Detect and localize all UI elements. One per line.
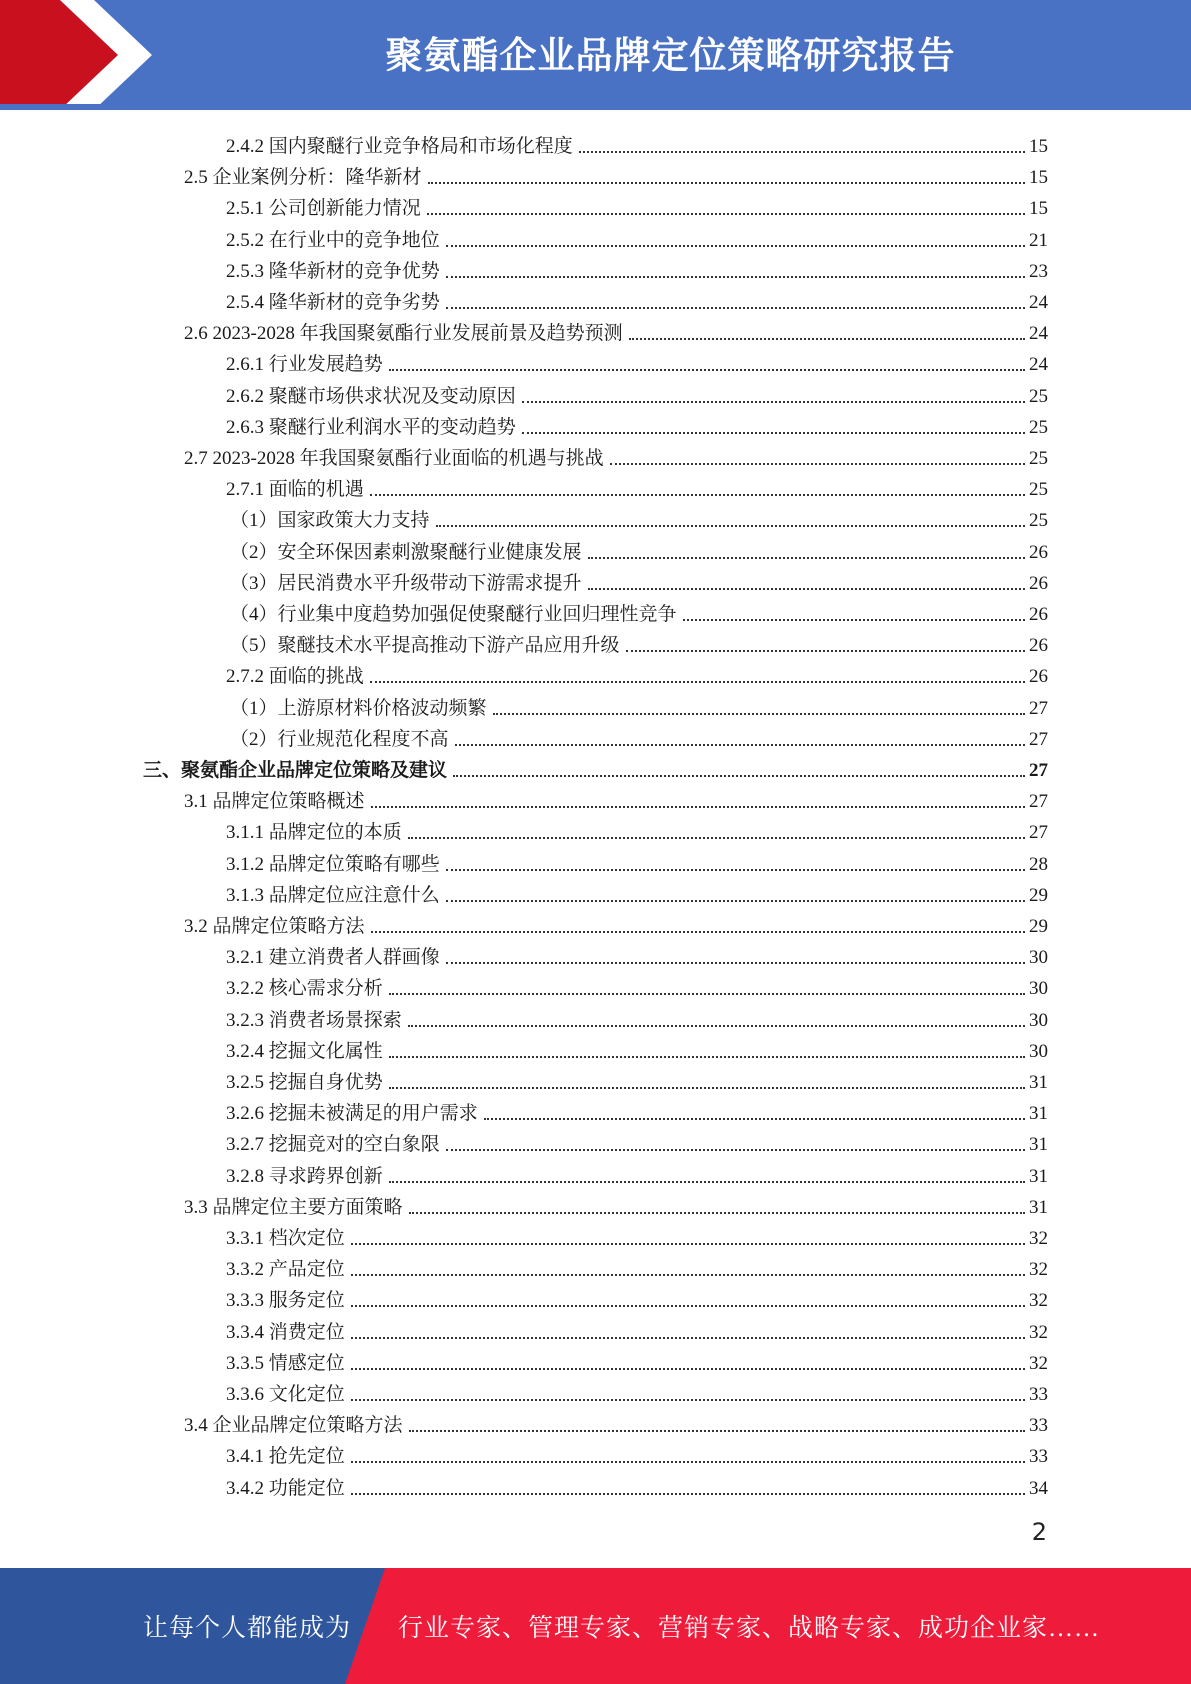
toc-entry-page: 32 — [1029, 1352, 1048, 1374]
toc-leader-dots — [371, 806, 1025, 808]
toc-entry-label: 3.2 品牌定位策略方法 — [184, 916, 365, 937]
toc-entry-label: （4）行业集中度趋势加强促使聚醚行业回归理性竞争 — [230, 604, 677, 625]
toc-entry-label: （1）上游原材料价格波动频繁 — [230, 697, 487, 719]
toc-entry-label: 2.5.3 隆华新材的竞争优势 — [226, 260, 440, 282]
toc-entry-label: 3.1.2 品牌定位策略有哪些 — [226, 853, 440, 875]
page-number: 2 — [1031, 1518, 1047, 1546]
toc-entry-page: 26 — [1029, 635, 1048, 657]
toc-entry-page: 23 — [1029, 260, 1048, 282]
toc-entry[interactable] — [226, 252, 1048, 283]
toc-entry[interactable] — [226, 221, 1048, 252]
toc-entry[interactable] — [226, 1344, 1048, 1375]
toc-leader-dots — [409, 1212, 1025, 1214]
toc-leader-dots — [436, 525, 1025, 527]
toc-leader-dots — [370, 494, 1025, 496]
toc-entry-page: 24 — [1029, 323, 1048, 345]
toc-entry-label: 3.1.3 品牌定位应注意什么 — [226, 884, 440, 906]
toc-leader-dots — [408, 1025, 1025, 1027]
toc-entry[interactable] — [230, 720, 1048, 751]
toc-entry-page: 15 — [1029, 136, 1048, 157]
toc-entry-label: （2）行业规范化程度不高 — [230, 728, 449, 750]
toc-entry-label: （5）聚醚技术水平提高推动下游产品应用升级 — [230, 635, 620, 657]
toc-leader-dots — [579, 151, 1025, 153]
toc-entry[interactable] — [226, 127, 1048, 158]
toc-entry-page: 33 — [1029, 1415, 1048, 1437]
toc-entry-label: 3.4.2 功能定位 — [226, 1477, 345, 1499]
toc-entry[interactable] — [226, 345, 1048, 376]
toc-entry-label: 3.2.7 挖掘竞对的空白象限 — [226, 1134, 440, 1156]
toc-entry-page: 24 — [1029, 354, 1048, 376]
toc-entry[interactable] — [230, 626, 1048, 657]
toc-entry[interactable] — [184, 782, 1048, 813]
toc-leader-dots — [522, 401, 1025, 403]
toc-entry[interactable] — [184, 439, 1048, 470]
toc-entry-page: 25 — [1029, 510, 1048, 532]
toc-leader-dots — [427, 213, 1025, 215]
toc-entry[interactable] — [230, 689, 1048, 720]
toc-entry[interactable] — [226, 1032, 1048, 1063]
toc-entry-page: 31 — [1029, 1072, 1048, 1093]
toc-entry-label: 3.4.1 抢先定位 — [226, 1446, 345, 1468]
toc-leader-dots — [446, 869, 1025, 871]
toc-entry[interactable] — [184, 1188, 1048, 1219]
toc-entry-label: 2.5.2 在行业中的竞争地位 — [226, 229, 440, 251]
page-header — [0, 0, 1191, 110]
toc-entry-label: 3.1.1 品牌定位的本质 — [226, 822, 402, 844]
toc-entry[interactable] — [230, 501, 1048, 532]
toc-leader-dots — [484, 1118, 1025, 1120]
toc-leader-dots — [588, 557, 1025, 559]
toc-entry-page: 25 — [1029, 479, 1048, 501]
toc-leader-dots — [389, 369, 1025, 371]
toc-entry-label: 2.7.2 面临的挑战 — [226, 666, 364, 688]
toc-entry-label: （1）国家政策大力支持 — [230, 510, 430, 532]
toc-leader-dots — [351, 1305, 1025, 1307]
toc-entry-page: 27 — [1029, 822, 1048, 844]
toc-leader-dots — [389, 1056, 1025, 1058]
toc-entry[interactable] — [226, 189, 1048, 220]
toc-entry-page: 33 — [1029, 1446, 1048, 1468]
toc-entry-page: 26 — [1029, 572, 1048, 594]
toc-leader-dots — [351, 1274, 1025, 1276]
toc-leader-dots — [389, 1181, 1025, 1183]
toc-entry[interactable] — [226, 283, 1048, 314]
toc-entry-label: 3.1 品牌定位策略概述 — [184, 791, 365, 813]
toc-entry-page: 30 — [1029, 1009, 1048, 1031]
toc-entry-page: 32 — [1029, 1290, 1048, 1312]
toc-entry-page: 30 — [1029, 1040, 1048, 1062]
toc-entry-label: 3.2.4 挖掘文化属性 — [226, 1040, 383, 1062]
toc-entry-label: 3.3.4 消费定位 — [226, 1321, 345, 1343]
toc-entry[interactable] — [226, 845, 1048, 876]
toc-entry-label: 2.6.1 行业发展趋势 — [226, 354, 383, 376]
toc-entry[interactable] — [184, 1406, 1048, 1437]
toc-entry-page: 31 — [1029, 1196, 1048, 1218]
toc-entry-page: 29 — [1029, 884, 1048, 906]
toc-entry-page: 31 — [1029, 1165, 1048, 1187]
toc-entry-label: 2.7 2023-2028 年我国聚氨酯行业面临的机遇与挑战 — [184, 448, 604, 469]
toc-entry-page: 25 — [1029, 416, 1048, 438]
toc-entry-page: 32 — [1029, 1259, 1048, 1281]
toc-entry[interactable] — [230, 595, 1048, 626]
toc-leader-dots — [588, 588, 1025, 590]
toc-leader-dots — [455, 744, 1025, 746]
toc-entry-label: 3.3.1 档次定位 — [226, 1228, 345, 1249]
toc-entry[interactable] — [226, 1157, 1048, 1188]
toc-entry[interactable] — [226, 1437, 1048, 1468]
toc-entry-label: 3.2.8 寻求跨界创新 — [226, 1165, 383, 1187]
toc-entry-page: 27 — [1029, 697, 1048, 719]
toc-entry-page: 27 — [1029, 760, 1048, 781]
toc-entry-label: 3.3.6 文化定位 — [226, 1384, 345, 1405]
toc-leader-dots — [446, 962, 1025, 964]
toc-entry-label: （3）居民消费水平升级带动下游需求提升 — [230, 572, 582, 594]
toc-entry[interactable] — [226, 1250, 1048, 1281]
toc-entry-label: 3.3.3 服务定位 — [226, 1290, 345, 1312]
toc-entry-label: 三、聚氨酯企业品牌定位策略及建议 — [143, 760, 448, 781]
toc-entry-page: 15 — [1029, 167, 1048, 189]
toc-entry[interactable] — [184, 314, 1048, 345]
toc-leader-dots — [409, 1430, 1025, 1432]
document-title: 聚氨酯企业品牌定位策略研究报告 — [385, 34, 956, 77]
toc-entry-label: 3.2.1 建立消费者人群画像 — [226, 947, 440, 969]
toc-leader-dots — [446, 245, 1025, 247]
toc-entry-label: 3.4 企业品牌定位策略方法 — [184, 1415, 403, 1437]
toc-entry[interactable] — [226, 1469, 1048, 1500]
toc-entry-label: 2.5.4 隆华新材的竞争劣势 — [226, 292, 440, 313]
toc-leader-dots — [428, 182, 1025, 184]
toc-leader-dots — [493, 713, 1025, 715]
toc-entry-page: 25 — [1029, 448, 1048, 469]
toc-leader-dots — [351, 1493, 1025, 1495]
toc-entry[interactable] — [226, 377, 1048, 408]
toc-leader-dots — [408, 837, 1025, 839]
toc-leader-dots — [351, 1368, 1025, 1370]
toc-entry[interactable] — [226, 1063, 1048, 1094]
toc-leader-dots — [351, 1399, 1025, 1401]
toc-entry-page: 32 — [1029, 1321, 1048, 1343]
toc-entry[interactable] — [226, 1281, 1048, 1312]
toc-entry[interactable] — [226, 1001, 1048, 1032]
toc-entry[interactable] — [226, 1313, 1048, 1344]
toc-entry-label: 3.2.5 挖掘自身优势 — [226, 1072, 383, 1093]
toc-leader-dots — [610, 463, 1025, 465]
toc-leader-dots — [389, 993, 1025, 995]
toc-leader-dots — [453, 775, 1025, 777]
toc-leader-dots — [371, 931, 1025, 933]
toc-entry-label: 2.7.1 面临的机遇 — [226, 479, 364, 501]
toc-entry-label: 3.3 品牌定位主要方面策略 — [184, 1196, 403, 1218]
toc-entry-page: 30 — [1029, 978, 1048, 1000]
toc-leader-dots — [629, 338, 1025, 340]
toc-entry[interactable] — [226, 1375, 1048, 1406]
toc-entry-label: 3.2.2 核心需求分析 — [226, 978, 383, 1000]
toc-leader-dots — [683, 619, 1025, 621]
toc-leader-dots — [351, 1337, 1025, 1339]
toc-entry[interactable] — [226, 408, 1048, 439]
footer-slogan-right: 行业专家、管理专家、营销专家、战略专家、成功企业家…… — [398, 1615, 1101, 1642]
toc-entry-page: 27 — [1029, 728, 1048, 750]
toc-leader-dots — [522, 432, 1025, 434]
toc-leader-dots — [370, 681, 1025, 683]
toc-entry[interactable] — [226, 470, 1048, 501]
toc-entry-page: 29 — [1029, 916, 1048, 937]
toc-entry[interactable] — [226, 969, 1048, 1000]
toc-entry-label: 3.2.3 消费者场景探索 — [226, 1009, 402, 1031]
toc-entry-page: 25 — [1029, 385, 1048, 407]
toc-entry-label: （2）安全环保因素刺激聚醚行业健康发展 — [230, 541, 582, 563]
toc-entry-page: 33 — [1029, 1384, 1048, 1405]
toc-entry-page: 31 — [1029, 1134, 1048, 1156]
toc-entry-page: 32 — [1029, 1228, 1048, 1249]
toc-entry-label: 2.5 企业案例分析：隆华新材 — [184, 167, 422, 189]
toc-entry[interactable] — [226, 938, 1048, 969]
toc-leader-dots — [446, 276, 1025, 278]
toc-entry-label: 2.6 2023-2028 年我国聚氨酯行业发展前景及趋势预测 — [184, 323, 623, 345]
toc-entry-page: 28 — [1029, 853, 1048, 875]
toc-entry[interactable] — [226, 1219, 1048, 1250]
toc-entry-label: 2.6.3 聚醚行业利润水平的变动趋势 — [226, 416, 516, 438]
footer-slogan-left: 让每个人都能成为 — [143, 1615, 352, 1642]
toc-entry-page: 26 — [1029, 604, 1048, 625]
toc-entry[interactable] — [184, 158, 1048, 189]
toc-leader-dots — [446, 900, 1025, 902]
toc-entry-page: 34 — [1029, 1477, 1048, 1499]
toc-entry-label: 3.2.6 挖掘未被满足的用户需求 — [226, 1103, 478, 1125]
toc-entry[interactable] — [230, 564, 1048, 595]
toc-leader-dots — [446, 1149, 1025, 1151]
toc-leader-dots — [626, 650, 1025, 652]
toc-entry-label: 2.5.1 公司创新能力情况 — [226, 198, 421, 220]
toc-entry[interactable] — [184, 907, 1048, 938]
toc-entry-page: 31 — [1029, 1103, 1048, 1125]
toc-entry-page: 26 — [1029, 666, 1048, 688]
toc-entry[interactable] — [226, 1125, 1048, 1156]
toc-leader-dots — [446, 307, 1025, 309]
toc-entry-page: 30 — [1029, 947, 1048, 969]
toc-entry[interactable] — [226, 876, 1048, 907]
toc-entry-page: 24 — [1029, 292, 1048, 313]
toc-entry-page: 15 — [1029, 198, 1048, 220]
toc-leader-dots — [389, 1087, 1025, 1089]
toc-entry-label: 2.6.2 聚醚市场供求状况及变动原因 — [226, 385, 516, 407]
toc-entry[interactable] — [226, 657, 1048, 688]
toc-entry-label: 3.3.5 情感定位 — [226, 1352, 345, 1374]
toc-entry-label: 2.4.2 国内聚醚行业竞争格局和市场化程度 — [226, 136, 573, 157]
toc-entry[interactable] — [226, 813, 1048, 844]
toc-entry[interactable] — [143, 751, 1048, 782]
toc-entry[interactable] — [230, 533, 1048, 564]
toc-leader-dots — [351, 1461, 1025, 1463]
toc-entry-page: 26 — [1029, 541, 1048, 563]
toc-entry-page: 27 — [1029, 791, 1048, 813]
toc-entry-page: 21 — [1029, 229, 1048, 251]
toc-leader-dots — [351, 1243, 1025, 1245]
page-footer — [0, 1568, 1191, 1684]
toc-entry-label: 3.3.2 产品定位 — [226, 1259, 345, 1281]
toc-entry[interactable] — [226, 1094, 1048, 1125]
